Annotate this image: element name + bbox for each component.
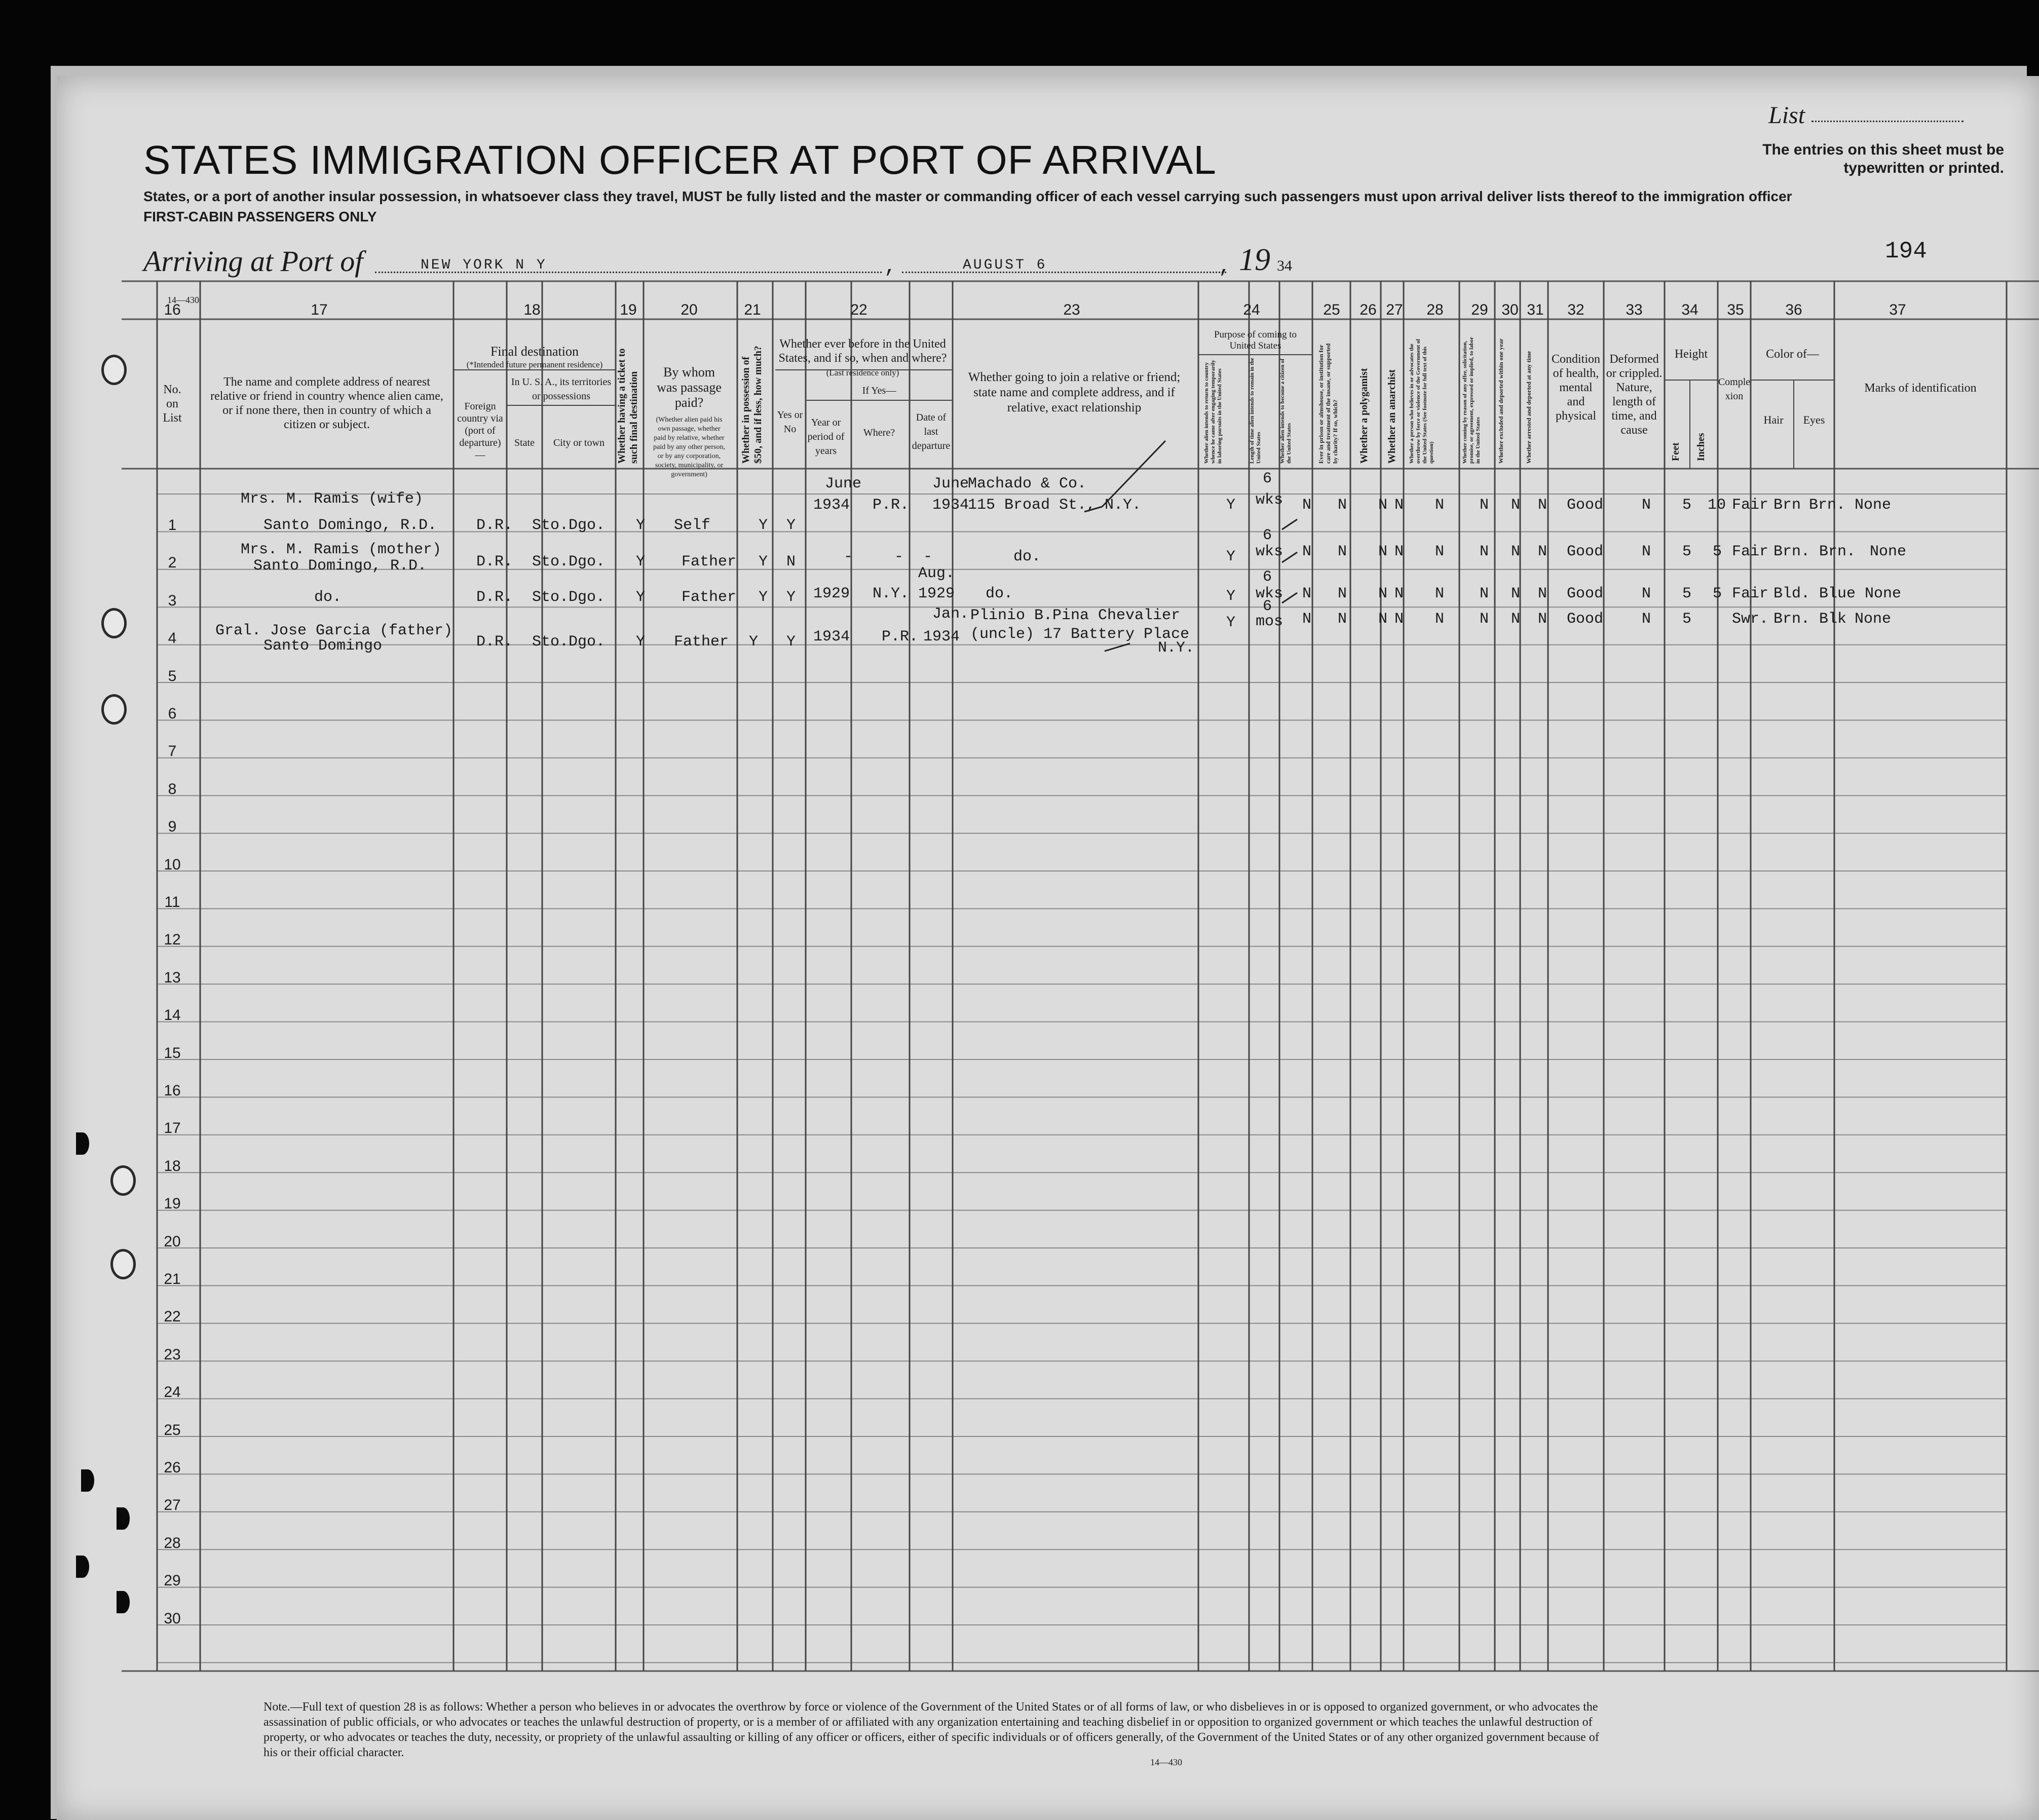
row-number: 26 <box>164 1459 181 1476</box>
row3-marks: None <box>1865 585 1902 602</box>
hdr-complexion: Complexion <box>1718 376 1751 402</box>
hdr-state: State <box>514 437 535 448</box>
hdr-feet: Feet <box>1670 442 1681 461</box>
row3-feet: 5 <box>1682 585 1692 602</box>
row3-before: Y <box>786 589 796 606</box>
row1-where: P.R. <box>873 497 910 514</box>
col-number: 19 <box>620 301 637 318</box>
row1-overthrow: N <box>1435 497 1445 514</box>
row-number: 15 <box>164 1044 181 1061</box>
row1-purpose: Y <box>1226 497 1236 514</box>
hdr-color-of: Color of— <box>1766 348 1819 361</box>
row4-relative-name: Gral. Jose Garcia (father) <box>215 622 453 639</box>
row4-ticket: Y <box>636 633 646 651</box>
hdr-in-usa: In U. S. A., its territories or possessions <box>511 376 612 402</box>
row2-marks: None <box>1870 543 1907 560</box>
col-number: 17 <box>311 301 328 318</box>
row3-excl: N <box>1511 585 1521 602</box>
row4-foreign: D.R. <box>476 633 513 651</box>
row-number: 20 <box>164 1233 181 1250</box>
hdr-prison: Ever in prison or almshouse, or institution for care and treatment of the insane, or supported by charity? If so, which? <box>1317 343 1339 464</box>
hdr-anarchist: Whether an anarchist <box>1386 369 1398 464</box>
row1-length-b: wks <box>1256 491 1283 509</box>
row4-length-b: mos <box>1256 613 1283 630</box>
row2-excl: N <box>1511 543 1521 560</box>
col-number: 18 <box>523 301 541 318</box>
row4-paid: Father <box>674 633 729 651</box>
row2-paid: Father <box>682 553 737 571</box>
row1-excl: N <box>1511 497 1521 514</box>
row1-labor: N <box>1480 497 1489 514</box>
hdr-labor: Whether coming by reason of any offer, solicitation, promise, or agreement, expressed or implied, to labor in the United States <box>1462 337 1481 464</box>
row1-marks: None <box>1855 497 1892 514</box>
row2-feet: 5 <box>1682 543 1692 560</box>
col-number: 36 <box>1785 301 1802 318</box>
row2-arr: N <box>1538 543 1547 560</box>
row4-dep-b: 1934 <box>923 628 960 646</box>
row2-hair: Brn. <box>1773 543 1810 560</box>
row4-feet: 5 <box>1682 611 1692 628</box>
hdr-year-period: Year or period of years <box>807 417 845 457</box>
row-number: 13 <box>164 969 181 986</box>
col-number: 33 <box>1626 301 1643 318</box>
row4-eyes: Blk <box>1819 611 1847 628</box>
row3-relative-name: do. <box>314 589 342 606</box>
hdr-where: Where? <box>863 427 895 438</box>
row4-where: P.R. <box>882 628 919 646</box>
footnote: Note.—Full text of question 28 is as follows: Whether a person who believes in or advocates the overthrow by force or violence of the Government of the United States or of all forms of law, or who disbelieves in or is opposed to organized government, or who advocates the assassination of public officials, or who advocates or teaches the unlawful destruction of property, or is a member of or affiliated with any organization entertaining and teaching disbelief in or opposition to organized government or which teaches the unlawful destruction of property, or who advocates or teaches the duty, necessity, or propriety of the unlawful assaulting or killing of any officer or officers, either of specific individuals or of officers generally, of the Government of the United States or of any other organized government because of his or their official character. <box>263 1700 1599 1759</box>
row2-length-b: wks <box>1256 543 1283 560</box>
row3-anarch-a: N <box>1378 585 1388 602</box>
row4-join-a: Plinio B.Pina Chevalier <box>970 607 1181 624</box>
col-number: 24 <box>1243 301 1260 318</box>
col-number: 35 <box>1727 301 1744 318</box>
col-number: 31 <box>1527 301 1544 318</box>
row-number: 12 <box>164 931 181 949</box>
hdr-purpose: Purpose of coming to United States <box>1214 329 1297 351</box>
row-number: 5 <box>168 667 177 685</box>
row1-before: Y <box>786 517 796 534</box>
hdr-purpose-b: Length of time alien intends to remain in the United States <box>1249 358 1262 464</box>
row3-length-a: 6 <box>1263 568 1272 586</box>
row4-year-b: 1934 <box>813 628 850 646</box>
row2-anarch-a: N <box>1378 543 1388 560</box>
hdr-overthrow: Whether a person who believes in or advocates the overthrow by force or violence of the Government of the United States (See footnote for full text of this question) <box>1409 338 1434 464</box>
row4-marks: None <box>1855 611 1892 628</box>
row-number: 24 <box>164 1384 181 1401</box>
row3-dep-a: Aug. <box>918 565 955 582</box>
row4-health: Good <box>1567 611 1604 628</box>
hdr-excluded: Whether excluded and deported within one year <box>1497 338 1504 464</box>
page-title: STATES IMMIGRATION OFFICER AT PORT OF ARRIVAL <box>143 137 1217 182</box>
row4-arr: N <box>1538 611 1547 628</box>
hdr-eyes: Eyes <box>1803 413 1825 426</box>
hdr-city: City or town <box>553 437 605 448</box>
hdr-condition: Condition of health, mental and physical <box>1551 353 1600 423</box>
row3-foreign: D.R. <box>476 589 513 606</box>
row-number: 11 <box>164 894 180 911</box>
row4-complexion: Swr. <box>1732 611 1769 628</box>
hdr-passage: By whom was passage paid? <box>657 365 722 410</box>
row2-foreign: D.R. <box>476 553 513 571</box>
row1-inches: 10 <box>1708 497 1726 514</box>
row1-relative-name: Mrs. M. Ramis (wife) <box>241 490 424 508</box>
row2-where: - <box>894 548 904 565</box>
row-number: 22 <box>164 1308 181 1325</box>
row-number: 6 <box>168 705 177 722</box>
row2-complexion: Fair <box>1732 543 1769 560</box>
date-value: AUGUST 6 <box>963 257 1047 273</box>
row2-city: Sto.Dgo. <box>532 553 606 571</box>
row1-join-a: Machado & Co. <box>968 475 1087 492</box>
row3-anarch-b: N <box>1394 585 1404 602</box>
row1-deform: N <box>1642 497 1651 514</box>
hdr-purpose-c: Whether alien intends to become a citizen of the United States <box>1279 358 1292 464</box>
row2-ticket: Y <box>636 553 646 571</box>
passenger-class: FIRST-CABIN PASSENGERS ONLY <box>143 209 377 224</box>
row-number: 30 <box>164 1610 181 1627</box>
col-number: 25 <box>1323 301 1340 318</box>
row3-join-a: do. <box>986 585 1013 602</box>
row2-length-a: 6 <box>1263 527 1272 544</box>
row1-foreign: D.R. <box>476 517 513 534</box>
row2-labor: N <box>1480 543 1489 560</box>
row3-ticket: Y <box>636 589 646 606</box>
col-number: 30 <box>1501 301 1519 318</box>
comma: , <box>1219 256 1233 279</box>
row-number: 27 <box>164 1497 181 1514</box>
row2-deform: N <box>1642 543 1651 560</box>
row-number: 4 <box>168 630 177 647</box>
row3-hair: Bld. <box>1773 585 1810 602</box>
row1-health: Good <box>1567 497 1604 514</box>
form-code: 14—430 <box>167 295 199 305</box>
hdr-no-on-list: No. on List <box>163 383 182 425</box>
col-number: 34 <box>1681 301 1698 318</box>
row4-dep-a: Jan. <box>932 605 969 623</box>
hdr-final-destination-note: (*Intended future permanent residence) <box>466 360 603 369</box>
year-prefix: 19 <box>1239 243 1270 277</box>
row2-dep-b: - <box>923 548 933 565</box>
row1-polyg: N <box>1338 497 1347 514</box>
row1-money: Y <box>759 517 768 534</box>
row1-length-a: 6 <box>1263 470 1272 487</box>
row3-health: Good <box>1567 585 1604 602</box>
col-number: 37 <box>1889 301 1906 318</box>
row2-overthrow: N <box>1435 543 1445 560</box>
row4-anarch-b: N <box>1394 611 1404 628</box>
row2-inches: 5 <box>1713 543 1722 560</box>
row1-relative-address: Santo Domingo, R.D. <box>263 517 437 534</box>
row-number: 10 <box>164 856 181 873</box>
row1-anarch-a: N <box>1378 497 1388 514</box>
row-number: 28 <box>164 1534 181 1551</box>
row1-hair: Brn <box>1773 497 1801 514</box>
row2-health: Good <box>1567 543 1604 560</box>
row-number: 29 <box>164 1572 181 1589</box>
row2-year-b: - <box>844 548 853 565</box>
row4-money: Y <box>749 633 759 651</box>
footnote-code: 14—430 <box>1150 1757 1182 1767</box>
row2-eyes: Brn. <box>1819 543 1856 560</box>
row3-overthrow: N <box>1435 585 1445 602</box>
row-number: 1 <box>168 517 177 534</box>
hdr-arrested: Whether arrested and deported at any time <box>1525 351 1532 464</box>
row1-city: Sto.Dgo. <box>532 517 606 534</box>
row1-arr: N <box>1538 497 1547 514</box>
row3-prison: N <box>1302 585 1312 602</box>
hdr-money: Whether in possession of $50, and if less, how much? <box>740 346 764 464</box>
col-number: 23 <box>1063 301 1080 318</box>
hdr-deformed: Deformed or crippled. Nature, length of time, and cause <box>1606 353 1663 437</box>
row3-deform: N <box>1642 585 1651 602</box>
hdr-marks: Marks of identification <box>1864 382 1977 395</box>
row3-year-b: 1929 <box>813 585 850 602</box>
instructions-text: States, or a port of another insular possession, in whatsoever class they travel, MUST be fully listed and the master or commanding officer of each vessel carrying such passengers must upon arrival deliver lists thereof to the immigration officer <box>143 188 1792 204</box>
row3-money: Y <box>759 589 768 606</box>
row1-anarch-b: N <box>1394 497 1404 514</box>
arriving-label: Arriving at Port of <box>143 245 363 278</box>
hdr-passage-note: (Whether alien paid his own passage, whether paid by relative, whether paid by any other person, or by any corporation, society, municipality, or government) <box>653 416 725 478</box>
row-number: 18 <box>164 1157 181 1174</box>
row4-relative-address: Santo Domingo <box>263 637 383 655</box>
row3-inches: 5 <box>1713 585 1722 602</box>
row4-overthrow: N <box>1435 611 1445 628</box>
hdr-before-us-note: (Last residence only) <box>826 368 899 377</box>
typewritten-note: The entries on this sheet must be typewritten or printed. <box>1762 141 2004 176</box>
port-value: NEW YORK N Y <box>421 257 547 273</box>
col-number: 27 <box>1386 301 1403 318</box>
row-number: 23 <box>164 1346 181 1363</box>
row3-purpose: Y <box>1226 588 1236 605</box>
row3-eyes: Blue <box>1819 585 1856 602</box>
row4-before: Y <box>786 633 796 651</box>
row-number: 8 <box>168 780 177 798</box>
row3-length-b: wks <box>1256 585 1283 602</box>
row3-arr: N <box>1538 585 1547 602</box>
row3-city: Sto.Dgo. <box>532 589 606 606</box>
row-number: 19 <box>164 1195 181 1212</box>
row4-join-c: N.Y. <box>1158 639 1195 657</box>
row4-prison: N <box>1302 611 1312 628</box>
row-number: 7 <box>168 743 177 760</box>
hdr-final-destination: Final destination <box>490 344 579 359</box>
row3-paid: Father <box>682 589 737 606</box>
hdr-inches: Inches <box>1695 433 1707 461</box>
row4-city: Sto.Dgo. <box>532 633 606 651</box>
row1-join-b: 115 Broad St., N.Y. <box>968 497 1142 514</box>
row2-relative-name: Mrs. M. Ramis (mother) <box>241 541 442 558</box>
row2-money: Y <box>759 553 768 571</box>
hdr-polygamist: Whether a polygamist <box>1358 368 1370 464</box>
hdr-height: Height <box>1674 348 1708 361</box>
row-number: 2 <box>168 554 177 572</box>
col-number: 29 <box>1471 301 1488 318</box>
row1-year-a: June <box>825 475 862 492</box>
hdr-yes-no: Yes or No <box>777 409 803 435</box>
row-number: 16 <box>164 1082 181 1099</box>
row1-complexion: Fair <box>1732 497 1769 514</box>
row1-dep-b: 1934 <box>932 497 969 514</box>
row-number: 9 <box>168 818 177 836</box>
row3-dep-b: 1929 <box>918 585 955 602</box>
col-number: 22 <box>850 301 867 318</box>
col-number: 28 <box>1426 301 1444 318</box>
row3-labor: N <box>1480 585 1489 602</box>
row1-paid: Self <box>674 517 711 534</box>
row1-prison: N <box>1302 497 1312 514</box>
list-number: 194 <box>1885 238 1927 264</box>
row4-join-b: (uncle) 17 Battery Place <box>970 626 1190 643</box>
col-number: 21 <box>744 301 761 318</box>
hdr-ticket: Whether having a ticket to such final destination <box>616 348 639 464</box>
row2-prison: N <box>1302 543 1312 560</box>
comma: , <box>884 256 899 279</box>
row4-purpose: Y <box>1226 614 1236 631</box>
row3-polyg: N <box>1338 585 1347 602</box>
row1-year-b: 1934 <box>813 497 850 514</box>
list-label: List <box>1768 102 1805 129</box>
row3-where: N.Y. <box>873 585 910 602</box>
row4-labor: N <box>1480 611 1489 628</box>
row4-hair: Brn. <box>1773 611 1810 628</box>
row-number: 21 <box>164 1271 181 1287</box>
hdr-purpose-a: Whether alien intends to return to country whence he came after engaging temporarily in laboring pursuits in the United States <box>1203 360 1223 464</box>
col-number: 32 <box>1567 301 1584 318</box>
row-number: 3 <box>168 592 177 609</box>
row2-relative-address: Santo Domingo, R.D. <box>253 557 427 575</box>
row1-eyes: Brn. <box>1809 497 1846 514</box>
row3-complexion: Fair <box>1732 585 1769 602</box>
row2-purpose: Y <box>1226 548 1236 565</box>
row2-anarch-b: N <box>1394 543 1404 560</box>
col-number: 20 <box>681 301 698 318</box>
row1-ticket: Y <box>636 517 646 534</box>
hdr-relative: The name and complete address of nearest relative or friend in country whence alien came, or if none there, then in country of which a citizen or subject. <box>210 375 443 431</box>
hdr-before-us: Whether ever before in the United States, and if so, when and where? <box>778 337 947 365</box>
row4-deform: N <box>1642 611 1651 628</box>
row4-anarch-a: N <box>1378 611 1388 628</box>
row4-polyg: N <box>1338 611 1347 628</box>
col-number: 26 <box>1360 301 1377 318</box>
row4-excl: N <box>1511 611 1521 628</box>
row1-dep-a: June <box>932 475 969 492</box>
row2-join-a: do. <box>1013 548 1041 565</box>
row4-length-a: 6 <box>1263 598 1272 615</box>
hdr-date-departure: Date of last departure <box>912 412 951 451</box>
row1-feet: 5 <box>1682 497 1692 514</box>
row-number: 14 <box>164 1007 181 1024</box>
hdr-foreign-country: Foreign country via (port of departure)— <box>457 401 503 461</box>
hdr-if-yes: If Yes— <box>862 385 896 396</box>
row-number: 17 <box>164 1120 181 1137</box>
hdr-join-relative: Whether going to join a relative or friend; state name and complete address, and if relative, exact relationship <box>968 370 1181 414</box>
col-number: 16 <box>164 301 181 318</box>
hdr-hair: Hair <box>1763 413 1784 426</box>
row2-polyg: N <box>1338 543 1347 560</box>
row-number: 25 <box>164 1421 181 1438</box>
row2-before: N <box>786 553 796 571</box>
year-suffix: 34 <box>1277 257 1292 274</box>
